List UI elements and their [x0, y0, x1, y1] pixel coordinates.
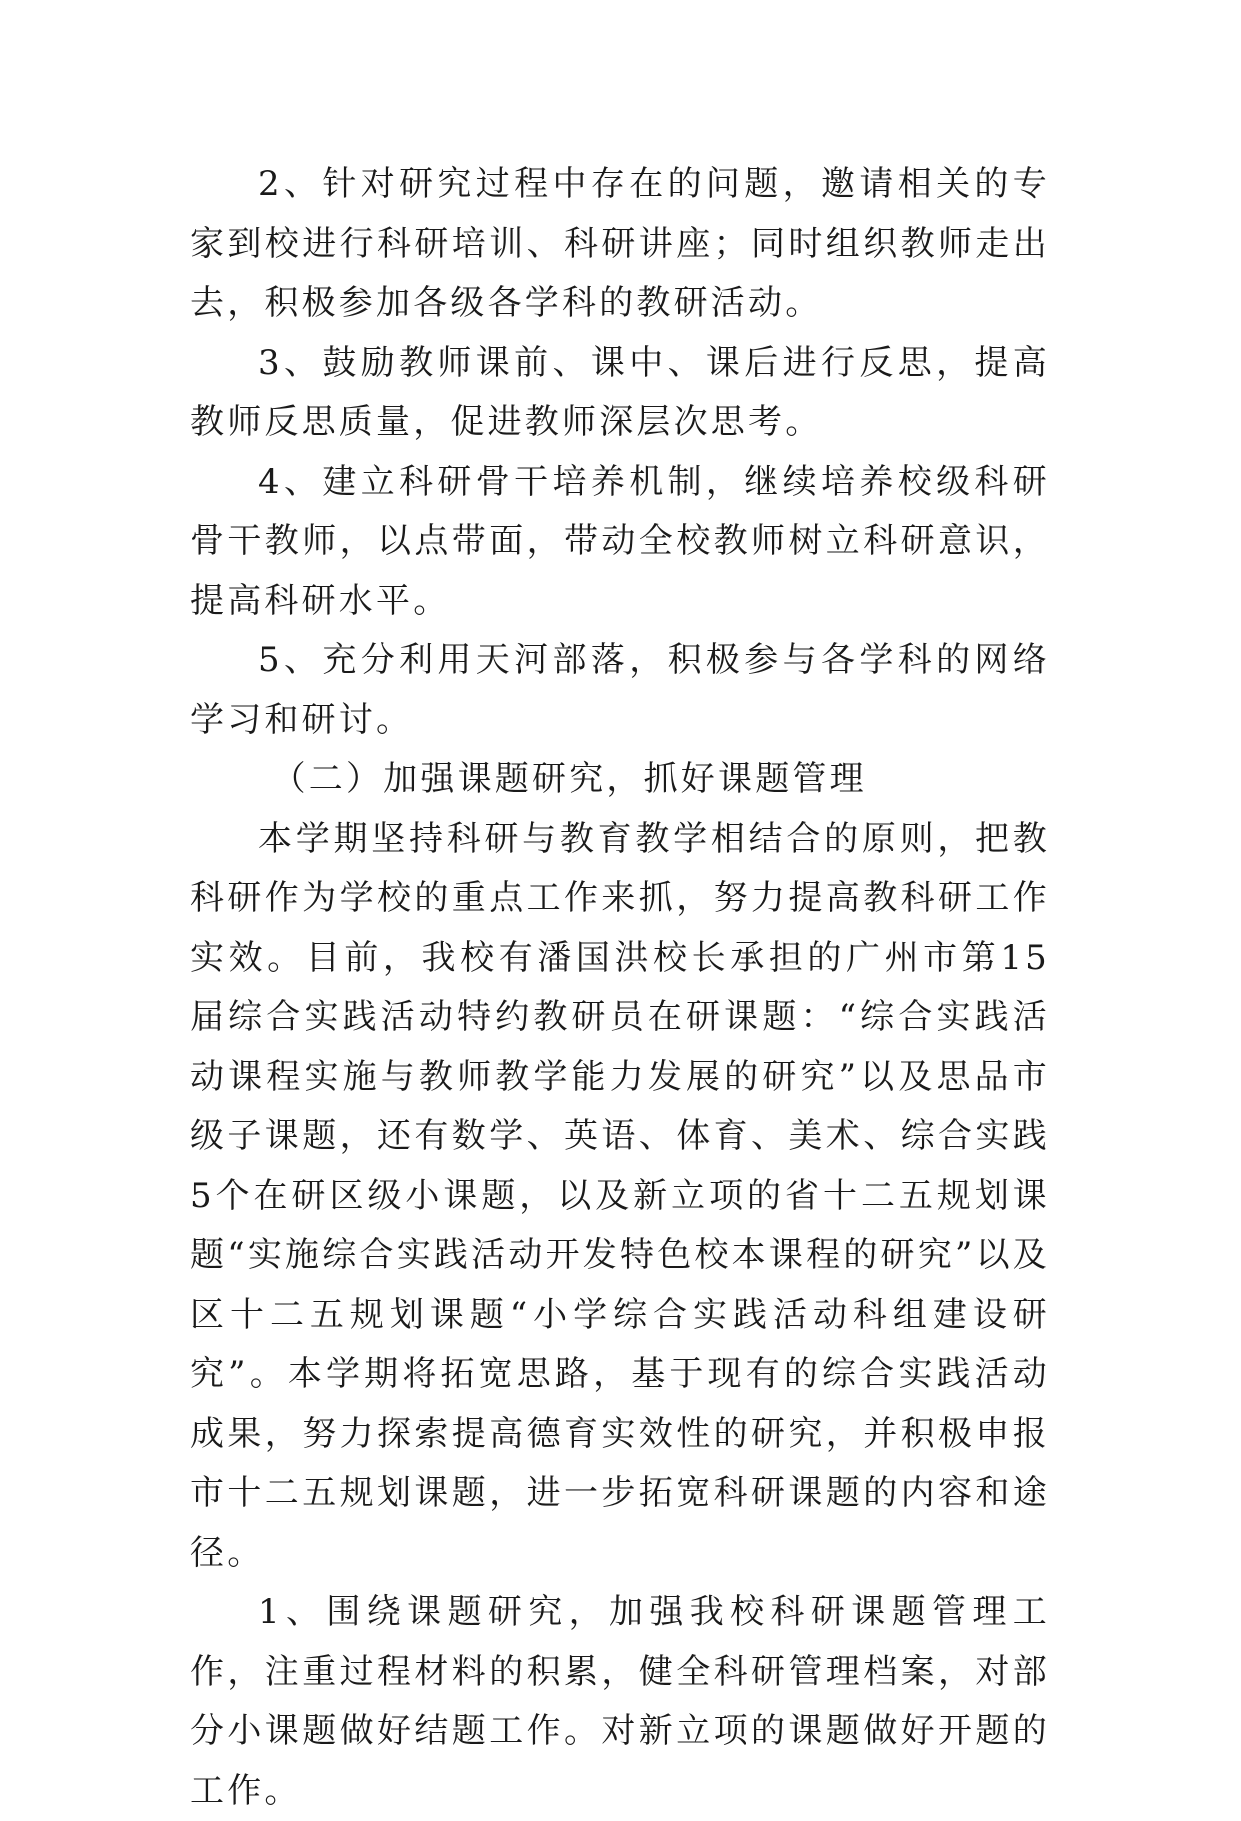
section-intro-paragraph: 本学期坚持科研与教育教学相结合的原则，把教科研作为学校的重点工作来抓，努力提高教科研工作实效。目前，我校有潘国洪校长承担的广州市第15届综合实践活动特约教研员在研课题：“综合实践活动课程实施与教师教学能力发展的研究”以及思品市级子课题，还有数学、英语、体育、美术、综合实践5个在研区级小课题，以及新立项的省十二五规划课题“实施综合实践活动开发特色校本课程的研究”以及区十二五规划课题“小学综合实践活动科组建设研究”。本学期将拓宽思路，基于现有的综合实践活动成果，努力探索提高德育实效性的研究，并积极申报市十二五规划课题，进一步拓宽科研课题的内容和途径。	[190, 818, 1050, 1573]
paragraph-item-3: 3、鼓励教师课前、课中、课后进行反思，提高教师反思质量，促进教师深层次思考。	[190, 342, 1050, 442]
document-body	[190, 155, 1050, 1821]
paragraph-item-4: 4、建立科研骨干培养机制，继续培养校级科研骨干教师，以点带面，带动全校教师树立科研意识，提高科研水平。	[190, 461, 1050, 621]
section-heading: （二）加强课题研究，抓好课题管理	[271, 759, 867, 799]
paragraph-item-5: 5、充分利用天河部落，积极参与各学科的网络学习和研讨。	[190, 640, 1050, 740]
paragraph-item-2: 2、针对研究过程中存在的问题，邀请相关的专家到校进行科研培训、科研讲座；同时组织教师走出去，积极参加各级各学科的教研活动。	[190, 164, 1050, 323]
paragraph-item-1: 1、围绕课题研究，加强我校科研课题管理工作，注重过程材料的积累，健全科研管理档案，对部分小课题做好结题工作。对新立项的课题做好开题的工作。	[190, 1592, 1050, 1811]
